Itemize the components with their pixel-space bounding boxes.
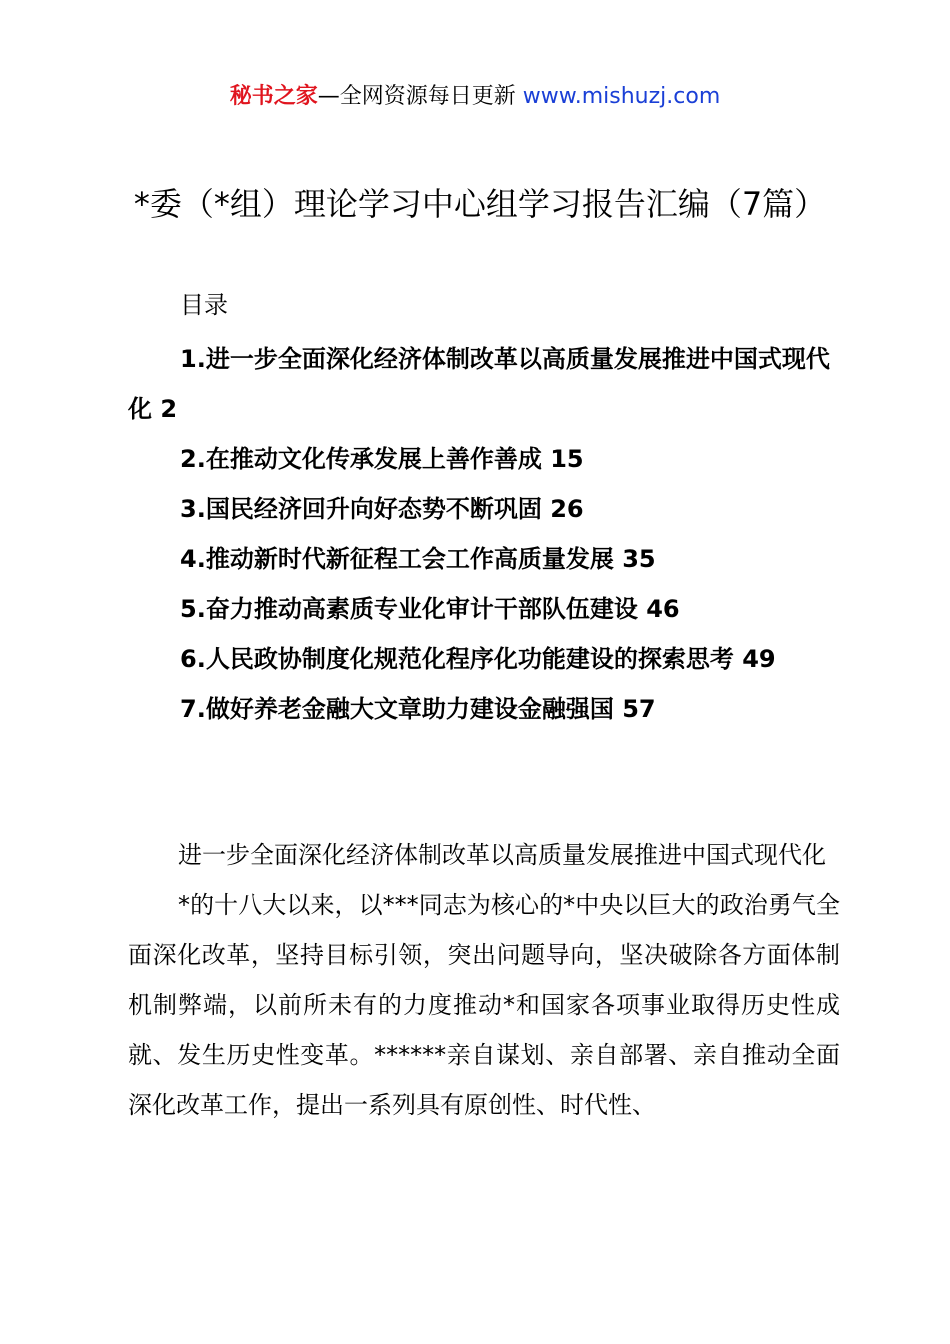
toc-item-page: 26 [550,495,584,523]
site-url-link[interactable]: www.mishuzj.com [522,84,721,109]
toc-item-text: 5.奋力推动高素质专业化审计干部队伍建设 [180,595,638,623]
toc-item-text: 1.进一步全面深化经济体制改革以高质量发展推进中国式现代化 [128,345,830,423]
toc-item-page: 57 [622,695,656,723]
toc-item-page: 35 [622,545,656,573]
toc-item[interactable] [128,484,840,534]
toc-item[interactable] [128,584,840,634]
toc-item-text: 3.国民经济回升向好态势不断巩固 [180,495,542,523]
toc-item-text: 4.推动新时代新征程工会工作高质量发展 [180,545,614,573]
site-tagline: —全网资源每日更新 [317,84,516,109]
document-title: *委（*组）理论学习中心组学习报告汇编（7篇） [133,185,827,223]
toc-item[interactable] [128,634,840,684]
toc-item[interactable] [128,434,840,484]
toc-item-text: 7.做好养老金融大文章助力建设金融强国 [180,695,614,723]
toc-item-page: 46 [646,595,680,623]
document-body [128,830,840,1130]
toc-item[interactable] [128,684,840,734]
toc-item[interactable] [128,534,840,584]
toc-item-text: 6.人民政协制度化规范化程序化功能建设的探索思考 [180,645,734,673]
toc-item-page: 2 [160,395,178,423]
section-heading: 进一步全面深化经济体制改革以高质量发展推进中国式现代化 [178,841,826,869]
toc-label: 目录 [180,291,228,319]
toc-item-page: 15 [550,445,584,473]
site-header [0,80,950,114]
table-of-contents [128,334,840,734]
toc-item-text: 2.在推动文化传承发展上善作善成 [180,445,542,473]
site-brand: 秘书之家 [229,84,318,109]
toc-item-page: 49 [742,645,776,673]
body-paragraph: *的十八大以来，以***同志为核心的*中央以巨大的政治勇气全面深化改革，坚持目标引领，突出问题导向，坚决破除各方面体制机制弊端，以前所未有的力度推动*和国家各项事业取得历史性成就、发生历史性变革。******亲自谋划、亲自部署、亲自推动全面深化改革工作，提出一系列具有原创性、时代性、 [128,891,840,1119]
toc-item[interactable] [128,334,840,434]
